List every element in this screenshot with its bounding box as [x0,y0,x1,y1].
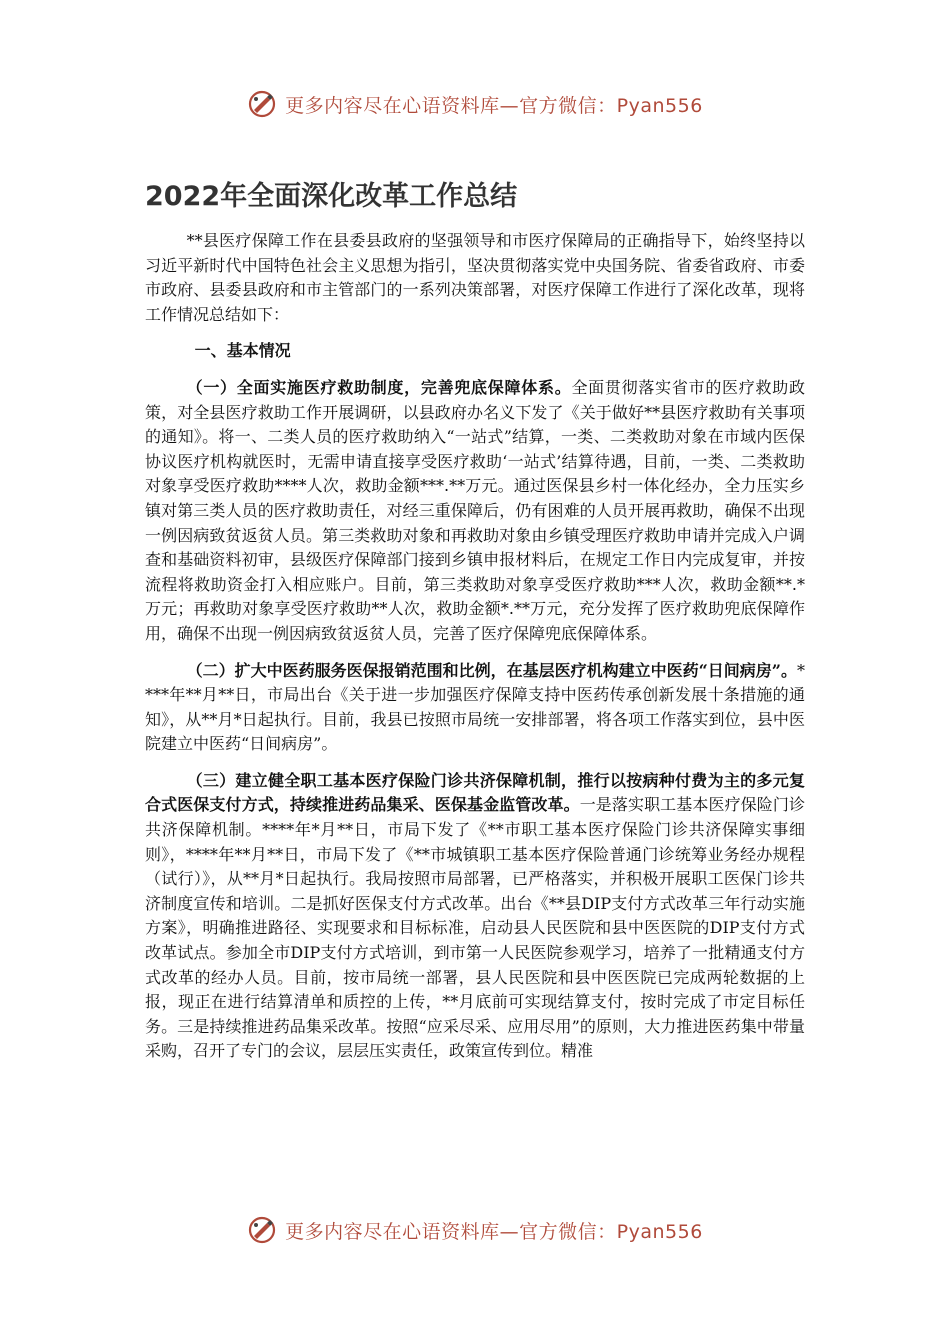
section-heading: 一、基本情况 [194,341,291,361]
document-title: 2022年全面深化改革工作总结 [145,181,518,212]
item-body: ****年**月**日，市局出台《关于进一步加强医疗保障支持中医药传承创新发展十条措施的通知》，从**月*日起执行。目前，我县已按照市局统一安排部署，将各项工作落实到位，县中医院建立中医药“日间病房”。 [145,660,806,754]
document-body [145,229,805,1076]
item-body: 一是落实职工基本医疗保险门诊共济保障机制。****年*月**日，市局下发了《**市职工基本医疗保险门诊共济保障实事细则》，****年**月**日，市局下发了《**市城镇职工基本医疗保险普通门诊统筹业务经办规程（试行）》，从**月*日起执行。我局按照市局部署，已严格落实，并积极开展职工医保门诊共济制度宣传和培训。二是抓好医保支付方式改革。出台《**县DIP支付方式改革三年行动实施方案》，明确推进路径、实现要求和目标标准，启动县人民医院和县中医医院的DIP支付方式改革试点。参加全市DIP支付方式培训，到市第一人民医院参观学习，培养了一批精通支付方式改革的经办人员。目前，按市局统一部署，县人民医院和县中医医院已完成两轮数据的上报，现正在进行结算清单和质控的上传，**月底前可实现结算支付，按时完成了市定目标任务。三是持续推进药品集采改革。按照“应采尽采、应用尽用”的原则，大力推进医药集中带量采购，召开了专门的会议，层层压实责任，政策宣传到位。精准 [145,795,805,1061]
item-lead: （三）建立健全职工基本医疗保险门诊共济保障机制，推行以按病种付费为主的多元复合式医保支付方式，持续推进药品集采、医保基金监管改革。 [145,770,805,815]
banner-text: 更多内容尽在心语资料库—官方微信：Pyan556 [285,94,703,117]
item-paragraph-2 [145,659,805,757]
wechat-id: Pyan556 [616,1220,703,1243]
banner-text: 更多内容尽在心语资料库—官方微信：Pyan556 [285,1220,703,1243]
item-paragraph-1 [145,376,805,647]
intro-paragraph: **县医疗保障工作在县委县政府的坚强领导和市医疗保障局的正确指导下，始终坚持以习近平新时代中国特色社会主义思想为指引，坚决贯彻落实党中央国务院、省委省政府、市委市政府、县委县政府和市主管部门的一系列决策部署，对医疗保障工作进行了深化改革，现将工作情况总结如下： [145,231,805,324]
header-banner [0,86,950,122]
item-lead: （二）扩大中医药服务医保报销范围和比例，在基层医疗机构建立中医药“日间病房”。 [186,660,798,680]
item-lead: （一）全面实施医疗救助制度，完善兜底保障体系。 [186,377,572,397]
logo-icon [247,1215,277,1245]
footer-banner [0,1212,950,1248]
item-body: 全面贯彻落实省市的医疗救助政策，对全县医疗救助工作开展调研，以县政府办名义下发了《关于做好**县医疗救助有关事项的通知》。将一、二类人员的医疗救助纳入“一站式”结算，一类、二类救助对象在市域内医保协议医疗机构就医时，无需申请直接享受医疗救助‘一站式’结算待遇，目前，一类、二类救助对象享受医疗救助****人次，救助金额***.**万元。通过医保县乡村一体化经办，全力压实乡镇对第三类人员的医疗救助责任，对经三重保障后，仍有困难的人员开展再救助，确保不出现一例因病致贫返贫人员。第三类救助对象和再救助对象由乡镇受理医疗救助申请并完成入户调查和基础资料初审，县级医疗保障部门接到乡镇申报材料后，在规定工作日内完成复审，并按流程将救助资金打入相应账户。目前，第三类救助对象享受医疗救助***人次，救助金额**.*万元；再救助对象享受医疗救助**人次，救助金额*.**万元，充分发挥了医疗救助兜底保障作用，确保不出现一例因病致贫返贫人员，完善了医疗保障兜底保障体系。 [145,377,805,643]
logo-icon [247,89,277,119]
wechat-id: Pyan556 [616,94,703,117]
item-paragraph-3 [145,769,805,1064]
